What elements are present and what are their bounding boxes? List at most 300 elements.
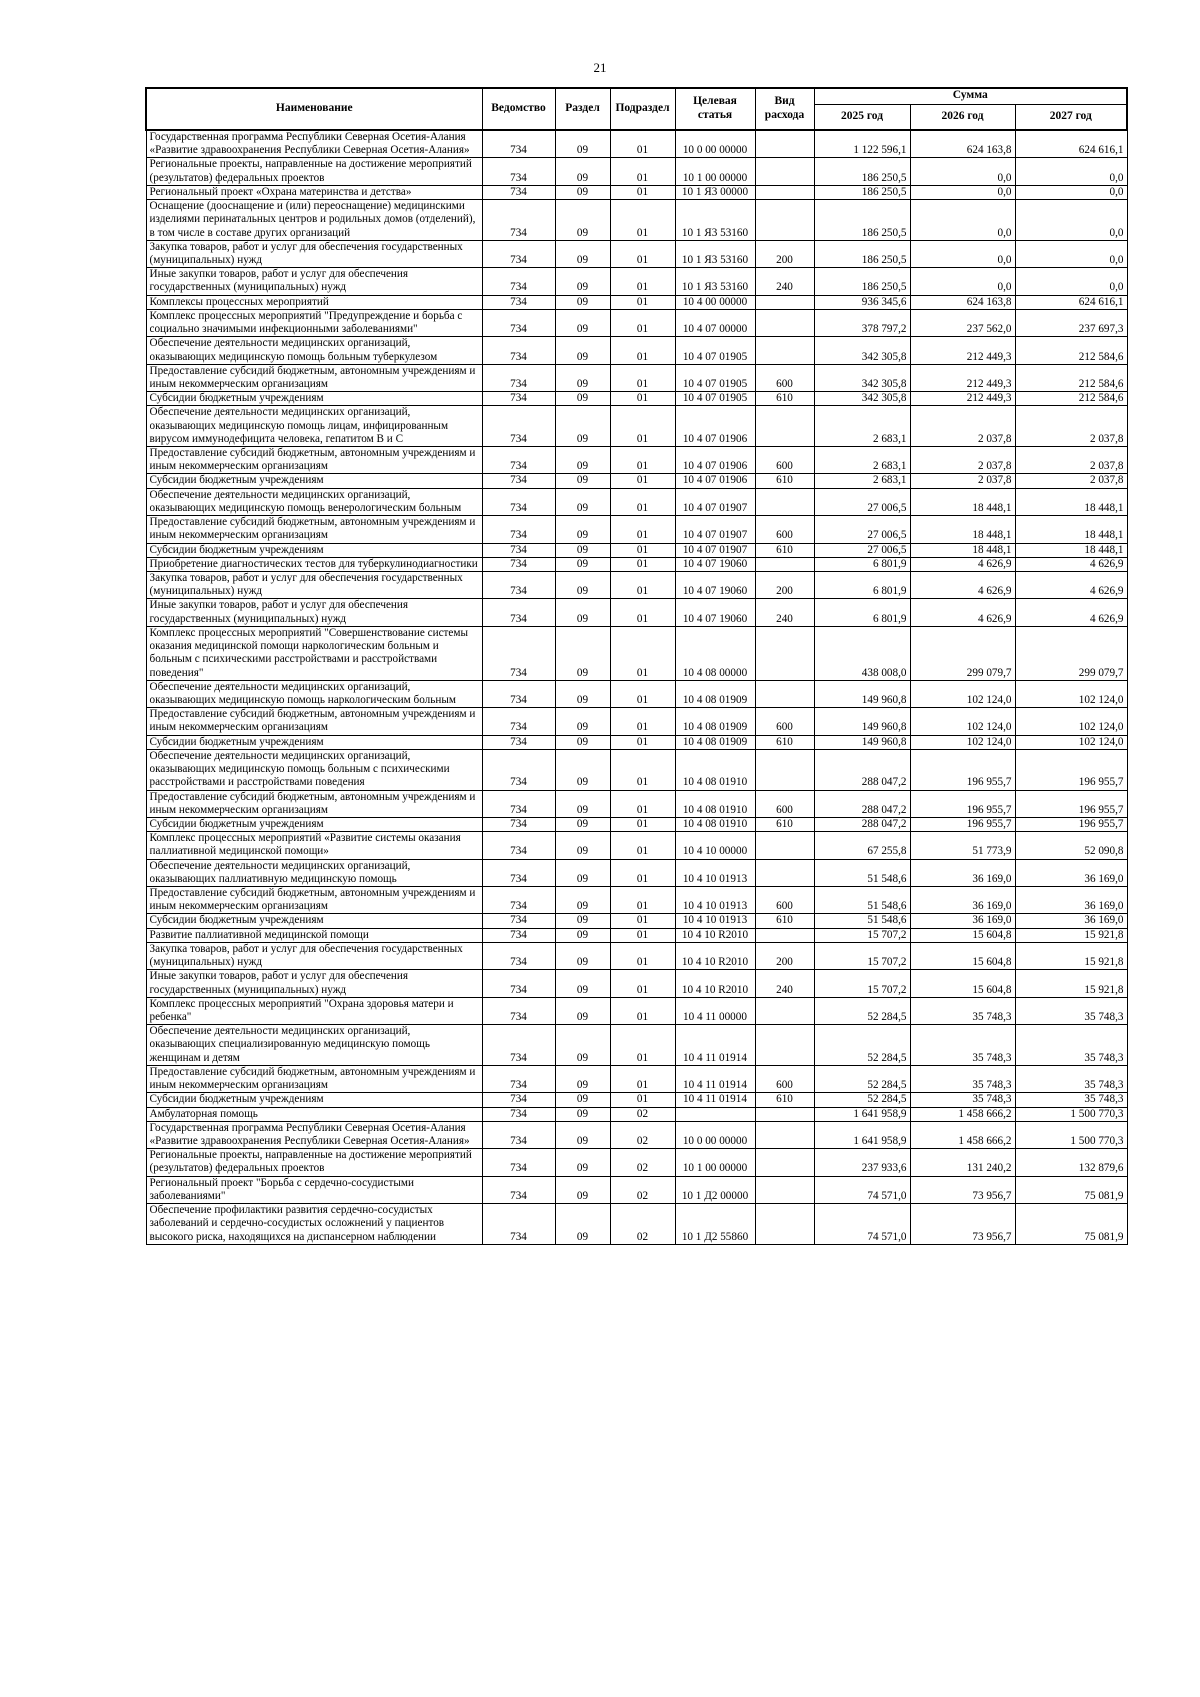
cell-vedomstvo: 734 [482, 626, 555, 680]
cell-vid-rashoda: 240 [755, 268, 814, 295]
cell-vedomstvo: 734 [482, 474, 555, 488]
cell-vedomstvo: 734 [482, 337, 555, 364]
cell-vid-rashoda [755, 185, 814, 199]
cell-sum-2025: 2 683,1 [814, 474, 910, 488]
cell-vedomstvo: 734 [482, 392, 555, 406]
cell-celevaya-statya: 10 4 08 01909 [675, 735, 755, 749]
cell-vedomstvo: 734 [482, 295, 555, 309]
cell-razdel: 09 [555, 309, 610, 336]
cell-vid-rashoda: 240 [755, 599, 814, 626]
header-name: Наименование [146, 88, 482, 130]
cell-vid-rashoda: 610 [755, 392, 814, 406]
cell-celevaya-statya: 10 4 07 01905 [675, 337, 755, 364]
cell-vid-rashoda [755, 626, 814, 680]
cell-sum-2026: 102 124,0 [910, 708, 1015, 735]
cell-sum-2026: 196 955,7 [910, 790, 1015, 817]
cell-sum-2025: 74 571,0 [814, 1204, 910, 1245]
cell-vedomstvo: 734 [482, 240, 555, 267]
table-row [146, 1121, 1127, 1148]
cell-vedomstvo: 734 [482, 887, 555, 914]
cell-vedomstvo: 734 [482, 447, 555, 474]
cell-podrazdel: 01 [610, 708, 675, 735]
cell-name: Предоставление субсидий бюджетным, автономным учреждениям и иным некоммерческим организациям [146, 708, 482, 735]
cell-vedomstvo: 734 [482, 942, 555, 969]
cell-sum-2026: 4 626,9 [910, 572, 1015, 599]
cell-celevaya-statya: 10 4 08 01910 [675, 790, 755, 817]
cell-razdel: 09 [555, 749, 610, 790]
cell-sum-2025: 288 047,2 [814, 790, 910, 817]
cell-vedomstvo: 734 [482, 859, 555, 886]
cell-sum-2025: 186 250,5 [814, 240, 910, 267]
cell-vedomstvo: 734 [482, 735, 555, 749]
cell-name: Субсидии бюджетным учреждениям [146, 1093, 482, 1107]
cell-sum-2026: 624 163,8 [910, 295, 1015, 309]
cell-vid-rashoda: 610 [755, 474, 814, 488]
cell-vid-rashoda [755, 1025, 814, 1066]
table-row [146, 970, 1127, 997]
cell-celevaya-statya: 10 4 11 00000 [675, 997, 755, 1024]
cell-name: Обеспечение деятельности медицинских организаций, оказывающих паллиативную медицинскую помощь [146, 859, 482, 886]
cell-sum-2025: 15 707,2 [814, 970, 910, 997]
cell-name: Обеспечение деятельности медицинских организаций, оказывающих специализированную медицинскую помощь женщинам и детям [146, 1025, 482, 1066]
table-row [146, 1149, 1127, 1176]
cell-razdel: 09 [555, 832, 610, 859]
table-row [146, 832, 1127, 859]
cell-sum-2026: 212 449,3 [910, 364, 1015, 391]
cell-razdel: 09 [555, 708, 610, 735]
cell-sum-2025: 378 797,2 [814, 309, 910, 336]
table-row [146, 447, 1127, 474]
cell-vedomstvo: 734 [482, 832, 555, 859]
table-row [146, 1176, 1127, 1203]
cell-vedomstvo: 734 [482, 1093, 555, 1107]
cell-sum-2025: 52 284,5 [814, 1025, 910, 1066]
cell-sum-2025: 2 683,1 [814, 406, 910, 447]
cell-vid-rashoda [755, 158, 814, 185]
header-year-2025: 2025 год [814, 104, 910, 130]
cell-name: Субсидии бюджетным учреждениям [146, 735, 482, 749]
cell-sum-2027: 15 921,8 [1015, 928, 1127, 942]
cell-sum-2026: 212 449,3 [910, 392, 1015, 406]
cell-vedomstvo: 734 [482, 130, 555, 158]
cell-vid-rashoda: 600 [755, 516, 814, 543]
cell-podrazdel: 01 [610, 516, 675, 543]
cell-podrazdel: 01 [610, 557, 675, 571]
cell-sum-2025: 186 250,5 [814, 200, 910, 241]
table-row [146, 557, 1127, 571]
cell-sum-2027: 18 448,1 [1015, 516, 1127, 543]
cell-celevaya-statya: 10 4 08 01910 [675, 749, 755, 790]
cell-sum-2025: 51 548,6 [814, 887, 910, 914]
cell-podrazdel: 01 [610, 130, 675, 158]
table-row [146, 708, 1127, 735]
cell-name: Предоставление субсидий бюджетным, автономным учреждениям и иным некоммерческим организациям [146, 1065, 482, 1092]
cell-vid-rashoda [755, 1121, 814, 1148]
cell-vedomstvo: 734 [482, 406, 555, 447]
cell-vid-rashoda [755, 1107, 814, 1121]
table-row [146, 1107, 1127, 1121]
cell-celevaya-statya: 10 4 08 01910 [675, 817, 755, 831]
cell-sum-2027: 1 500 770,3 [1015, 1107, 1127, 1121]
cell-podrazdel: 01 [610, 749, 675, 790]
cell-sum-2027: 102 124,0 [1015, 708, 1127, 735]
cell-vid-rashoda: 200 [755, 942, 814, 969]
cell-razdel: 09 [555, 295, 610, 309]
cell-vedomstvo: 734 [482, 185, 555, 199]
cell-vid-rashoda: 600 [755, 790, 814, 817]
cell-celevaya-statya: 10 1 00 00000 [675, 1149, 755, 1176]
cell-sum-2026: 35 748,3 [910, 1065, 1015, 1092]
cell-vedomstvo: 734 [482, 557, 555, 571]
cell-sum-2026: 0,0 [910, 200, 1015, 241]
cell-sum-2025: 27 006,5 [814, 488, 910, 515]
cell-vid-rashoda [755, 1204, 814, 1245]
cell-sum-2027: 102 124,0 [1015, 680, 1127, 707]
cell-vedomstvo: 734 [482, 1107, 555, 1121]
cell-razdel: 09 [555, 1176, 610, 1203]
cell-sum-2026: 0,0 [910, 268, 1015, 295]
cell-razdel: 09 [555, 997, 610, 1024]
cell-podrazdel: 01 [610, 309, 675, 336]
cell-name: Субсидии бюджетным учреждениям [146, 817, 482, 831]
cell-vedomstvo: 734 [482, 516, 555, 543]
cell-podrazdel: 01 [610, 158, 675, 185]
cell-podrazdel: 01 [610, 599, 675, 626]
cell-podrazdel: 01 [610, 406, 675, 447]
cell-celevaya-statya: 10 4 07 19060 [675, 572, 755, 599]
cell-sum-2027: 15 921,8 [1015, 942, 1127, 969]
cell-vid-rashoda: 610 [755, 817, 814, 831]
cell-razdel: 09 [555, 942, 610, 969]
cell-celevaya-statya: 10 4 11 01914 [675, 1025, 755, 1066]
cell-name: Обеспечение деятельности медицинских организаций, оказывающих медицинскую помощь венерологическим больным [146, 488, 482, 515]
cell-celevaya-statya: 10 4 07 01906 [675, 406, 755, 447]
table-row [146, 337, 1127, 364]
cell-vedomstvo: 734 [482, 543, 555, 557]
cell-vid-rashoda [755, 200, 814, 241]
table-row [146, 364, 1127, 391]
cell-sum-2027: 36 169,0 [1015, 887, 1127, 914]
cell-celevaya-statya [675, 1107, 755, 1121]
cell-sum-2026: 18 448,1 [910, 488, 1015, 515]
cell-sum-2027: 212 584,6 [1015, 392, 1127, 406]
cell-sum-2025: 27 006,5 [814, 516, 910, 543]
cell-podrazdel: 02 [610, 1149, 675, 1176]
cell-sum-2027: 196 955,7 [1015, 817, 1127, 831]
cell-celevaya-statya: 10 4 11 01914 [675, 1093, 755, 1107]
table-row [146, 1025, 1127, 1066]
cell-vedomstvo: 734 [482, 1204, 555, 1245]
cell-podrazdel: 01 [610, 240, 675, 267]
cell-sum-2027: 52 090,8 [1015, 832, 1127, 859]
table-row [146, 572, 1127, 599]
cell-razdel: 09 [555, 1149, 610, 1176]
cell-sum-2025: 342 305,8 [814, 392, 910, 406]
cell-razdel: 09 [555, 543, 610, 557]
cell-razdel: 09 [555, 1065, 610, 1092]
cell-vid-rashoda [755, 337, 814, 364]
cell-razdel: 09 [555, 130, 610, 158]
cell-vedomstvo: 734 [482, 158, 555, 185]
cell-podrazdel: 01 [610, 817, 675, 831]
cell-razdel: 09 [555, 557, 610, 571]
cell-celevaya-statya: 10 4 08 00000 [675, 626, 755, 680]
cell-podrazdel: 01 [610, 337, 675, 364]
table-row [146, 749, 1127, 790]
table-row [146, 488, 1127, 515]
cell-celevaya-statya: 10 4 07 01905 [675, 392, 755, 406]
cell-podrazdel: 02 [610, 1121, 675, 1148]
cell-sum-2025: 6 801,9 [814, 572, 910, 599]
cell-razdel: 09 [555, 859, 610, 886]
cell-sum-2025: 186 250,5 [814, 185, 910, 199]
cell-sum-2027: 15 921,8 [1015, 970, 1127, 997]
table-row [146, 942, 1127, 969]
cell-sum-2026: 0,0 [910, 158, 1015, 185]
cell-sum-2026: 35 748,3 [910, 1025, 1015, 1066]
cell-name: Государственная программа Республики Северная Осетия-Алания «Развитие здравоохранения Республики Северная Осетия-Алания» [146, 1121, 482, 1148]
cell-name: Субсидии бюджетным учреждениям [146, 474, 482, 488]
header-podrazdel: Подраздел [610, 88, 675, 130]
cell-razdel: 09 [555, 1121, 610, 1148]
cell-name: Региональные проекты, направленные на достижение мероприятий (результатов) федеральных проектов [146, 158, 482, 185]
cell-razdel: 09 [555, 406, 610, 447]
table-row [146, 790, 1127, 817]
cell-sum-2025: 149 960,8 [814, 680, 910, 707]
cell-vid-rashoda [755, 1149, 814, 1176]
cell-celevaya-statya: 10 4 07 00000 [675, 309, 755, 336]
cell-sum-2027: 212 584,6 [1015, 337, 1127, 364]
cell-name: Обеспечение деятельности медицинских организаций, оказывающих медицинскую помощь больным с психическими расстройствами и расстройствами поведения [146, 749, 482, 790]
header-celevaya-statya: Целевая статья [675, 88, 755, 130]
cell-razdel: 09 [555, 364, 610, 391]
table-row [146, 997, 1127, 1024]
cell-vedomstvo: 734 [482, 817, 555, 831]
table-row [146, 914, 1127, 928]
table-row [146, 268, 1127, 295]
cell-podrazdel: 01 [610, 488, 675, 515]
cell-celevaya-statya: 10 4 07 19060 [675, 557, 755, 571]
cell-sum-2026: 2 037,8 [910, 406, 1015, 447]
cell-celevaya-statya: 10 4 10 01913 [675, 914, 755, 928]
cell-sum-2026: 73 956,7 [910, 1176, 1015, 1203]
cell-vedomstvo: 734 [482, 200, 555, 241]
cell-name: Обеспечение деятельности медицинских организаций, оказывающих медицинскую помощь больным туберкулезом [146, 337, 482, 364]
budget-table [145, 87, 1128, 1245]
cell-podrazdel: 01 [610, 680, 675, 707]
cell-celevaya-statya: 10 4 07 01907 [675, 488, 755, 515]
cell-name: Предоставление субсидий бюджетным, автономным учреждениям и иным некоммерческим организациям [146, 364, 482, 391]
cell-vedomstvo: 734 [482, 790, 555, 817]
cell-sum-2027: 2 037,8 [1015, 406, 1127, 447]
table-row [146, 295, 1127, 309]
cell-celevaya-statya: 10 4 10 01913 [675, 887, 755, 914]
cell-name: Комплекс процессных мероприятий «Развитие системы оказания паллиативной медицинской помощи» [146, 832, 482, 859]
table-body [146, 130, 1127, 1244]
cell-vedomstvo: 734 [482, 268, 555, 295]
cell-vid-rashoda: 600 [755, 708, 814, 735]
cell-name: Иные закупки товаров, работ и услуг для обеспечения государственных (муниципальных) нужд [146, 599, 482, 626]
cell-celevaya-statya: 10 1 Я3 53160 [675, 200, 755, 241]
cell-vedomstvo: 734 [482, 572, 555, 599]
cell-vid-rashoda: 600 [755, 447, 814, 474]
cell-name: Иные закупки товаров, работ и услуг для обеспечения государственных (муниципальных) нужд [146, 268, 482, 295]
cell-sum-2027: 196 955,7 [1015, 790, 1127, 817]
cell-podrazdel: 01 [610, 997, 675, 1024]
cell-name: Государственная программа Республики Северная Осетия-Алания «Развитие здравоохранения Республики Северная Осетия-Алания» [146, 130, 482, 158]
cell-sum-2027: 624 616,1 [1015, 295, 1127, 309]
cell-vedomstvo: 734 [482, 997, 555, 1024]
table-row [146, 130, 1127, 158]
cell-podrazdel: 01 [610, 295, 675, 309]
header-vid-rashoda: Вид расхода [755, 88, 814, 130]
cell-sum-2027: 2 037,8 [1015, 447, 1127, 474]
cell-vid-rashoda: 200 [755, 240, 814, 267]
cell-name: Амбулаторная помощь [146, 1107, 482, 1121]
cell-sum-2025: 342 305,8 [814, 364, 910, 391]
table-row [146, 516, 1127, 543]
cell-sum-2026: 0,0 [910, 185, 1015, 199]
table-row [146, 474, 1127, 488]
cell-sum-2025: 67 255,8 [814, 832, 910, 859]
cell-sum-2025: 74 571,0 [814, 1176, 910, 1203]
cell-sum-2025: 51 548,6 [814, 914, 910, 928]
page-number: 21 [593, 60, 607, 75]
cell-sum-2025: 186 250,5 [814, 158, 910, 185]
cell-sum-2026: 0,0 [910, 240, 1015, 267]
cell-sum-2027: 0,0 [1015, 240, 1127, 267]
table-row [146, 309, 1127, 336]
cell-sum-2025: 237 933,6 [814, 1149, 910, 1176]
cell-sum-2026: 15 604,8 [910, 970, 1015, 997]
cell-sum-2027: 132 879,6 [1015, 1149, 1127, 1176]
cell-sum-2025: 15 707,2 [814, 942, 910, 969]
cell-sum-2025: 1 641 958,9 [814, 1121, 910, 1148]
cell-name: Иные закупки товаров, работ и услуг для обеспечения государственных (муниципальных) нужд [146, 970, 482, 997]
cell-razdel: 09 [555, 914, 610, 928]
cell-name: Комплексы процессных мероприятий [146, 295, 482, 309]
cell-vid-rashoda: 240 [755, 970, 814, 997]
cell-razdel: 09 [555, 970, 610, 997]
cell-sum-2027: 18 448,1 [1015, 543, 1127, 557]
header-year-2026: 2026 год [910, 104, 1015, 130]
cell-vedomstvo: 734 [482, 914, 555, 928]
cell-vid-rashoda [755, 680, 814, 707]
cell-podrazdel: 01 [610, 970, 675, 997]
cell-sum-2025: 15 707,2 [814, 928, 910, 942]
cell-sum-2026: 35 748,3 [910, 997, 1015, 1024]
cell-vedomstvo: 734 [482, 680, 555, 707]
cell-sum-2027: 624 616,1 [1015, 130, 1127, 158]
table-row [146, 158, 1127, 185]
cell-vid-rashoda [755, 928, 814, 942]
cell-vid-rashoda [755, 1176, 814, 1203]
cell-celevaya-statya: 10 4 07 01907 [675, 516, 755, 543]
cell-vedomstvo: 734 [482, 928, 555, 942]
cell-podrazdel: 01 [610, 200, 675, 241]
cell-vid-rashoda: 610 [755, 543, 814, 557]
cell-razdel: 09 [555, 817, 610, 831]
cell-celevaya-statya: 10 4 10 R2010 [675, 928, 755, 942]
cell-vedomstvo: 734 [482, 1176, 555, 1203]
cell-celevaya-statya: 10 4 10 00000 [675, 832, 755, 859]
cell-sum-2026: 237 562,0 [910, 309, 1015, 336]
cell-razdel: 09 [555, 790, 610, 817]
cell-sum-2027: 212 584,6 [1015, 364, 1127, 391]
cell-name: Субсидии бюджетным учреждениям [146, 914, 482, 928]
table-row [146, 928, 1127, 942]
cell-sum-2026: 299 079,7 [910, 626, 1015, 680]
cell-name: Закупка товаров, работ и услуг для обеспечения государственных (муниципальных) нужд [146, 240, 482, 267]
cell-razdel: 09 [555, 337, 610, 364]
cell-sum-2027: 36 169,0 [1015, 914, 1127, 928]
cell-podrazdel: 01 [610, 928, 675, 942]
header-summa: Сумма [814, 88, 1127, 104]
cell-vid-rashoda [755, 488, 814, 515]
cell-sum-2025: 52 284,5 [814, 997, 910, 1024]
cell-podrazdel: 01 [610, 859, 675, 886]
cell-razdel: 09 [555, 240, 610, 267]
cell-celevaya-statya: 10 4 07 19060 [675, 599, 755, 626]
cell-sum-2027: 0,0 [1015, 158, 1127, 185]
cell-vid-rashoda: 600 [755, 887, 814, 914]
cell-sum-2027: 75 081,9 [1015, 1204, 1127, 1245]
cell-sum-2026: 73 956,7 [910, 1204, 1015, 1245]
table-row [146, 599, 1127, 626]
cell-vid-rashoda: 600 [755, 364, 814, 391]
cell-sum-2026: 36 169,0 [910, 887, 1015, 914]
cell-celevaya-statya: 10 4 00 00000 [675, 295, 755, 309]
cell-sum-2027: 4 626,9 [1015, 557, 1127, 571]
cell-razdel: 09 [555, 735, 610, 749]
cell-name: Предоставление субсидий бюджетным, автономным учреждениям и иным некоммерческим организациям [146, 790, 482, 817]
cell-celevaya-statya: 10 1 Д2 55860 [675, 1204, 755, 1245]
cell-razdel: 09 [555, 572, 610, 599]
cell-sum-2026: 196 955,7 [910, 817, 1015, 831]
cell-celevaya-statya: 10 4 10 R2010 [675, 942, 755, 969]
cell-celevaya-statya: 10 4 08 01909 [675, 708, 755, 735]
cell-sum-2027: 4 626,9 [1015, 599, 1127, 626]
cell-name: Развитие паллиативной медицинской помощи [146, 928, 482, 942]
cell-vedomstvo: 734 [482, 970, 555, 997]
cell-sum-2025: 2 683,1 [814, 447, 910, 474]
cell-vid-rashoda [755, 997, 814, 1024]
cell-sum-2026: 15 604,8 [910, 928, 1015, 942]
table-row [146, 626, 1127, 680]
cell-sum-2026: 36 169,0 [910, 914, 1015, 928]
table-row [146, 185, 1127, 199]
cell-razdel: 09 [555, 474, 610, 488]
cell-vedomstvo: 734 [482, 1149, 555, 1176]
cell-vedomstvo: 734 [482, 309, 555, 336]
cell-sum-2026: 102 124,0 [910, 680, 1015, 707]
cell-podrazdel: 01 [610, 735, 675, 749]
table-row [146, 680, 1127, 707]
cell-celevaya-statya: 10 4 11 01914 [675, 1065, 755, 1092]
cell-vid-rashoda [755, 130, 814, 158]
cell-vid-rashoda [755, 557, 814, 571]
cell-celevaya-statya: 10 4 07 01906 [675, 474, 755, 488]
cell-podrazdel: 01 [610, 914, 675, 928]
cell-razdel: 09 [555, 1107, 610, 1121]
cell-podrazdel: 02 [610, 1176, 675, 1203]
cell-celevaya-statya: 10 0 00 00000 [675, 130, 755, 158]
cell-celevaya-statya: 10 4 08 01909 [675, 680, 755, 707]
cell-podrazdel: 01 [610, 543, 675, 557]
table-row [146, 817, 1127, 831]
cell-razdel: 09 [555, 928, 610, 942]
table-row [146, 735, 1127, 749]
